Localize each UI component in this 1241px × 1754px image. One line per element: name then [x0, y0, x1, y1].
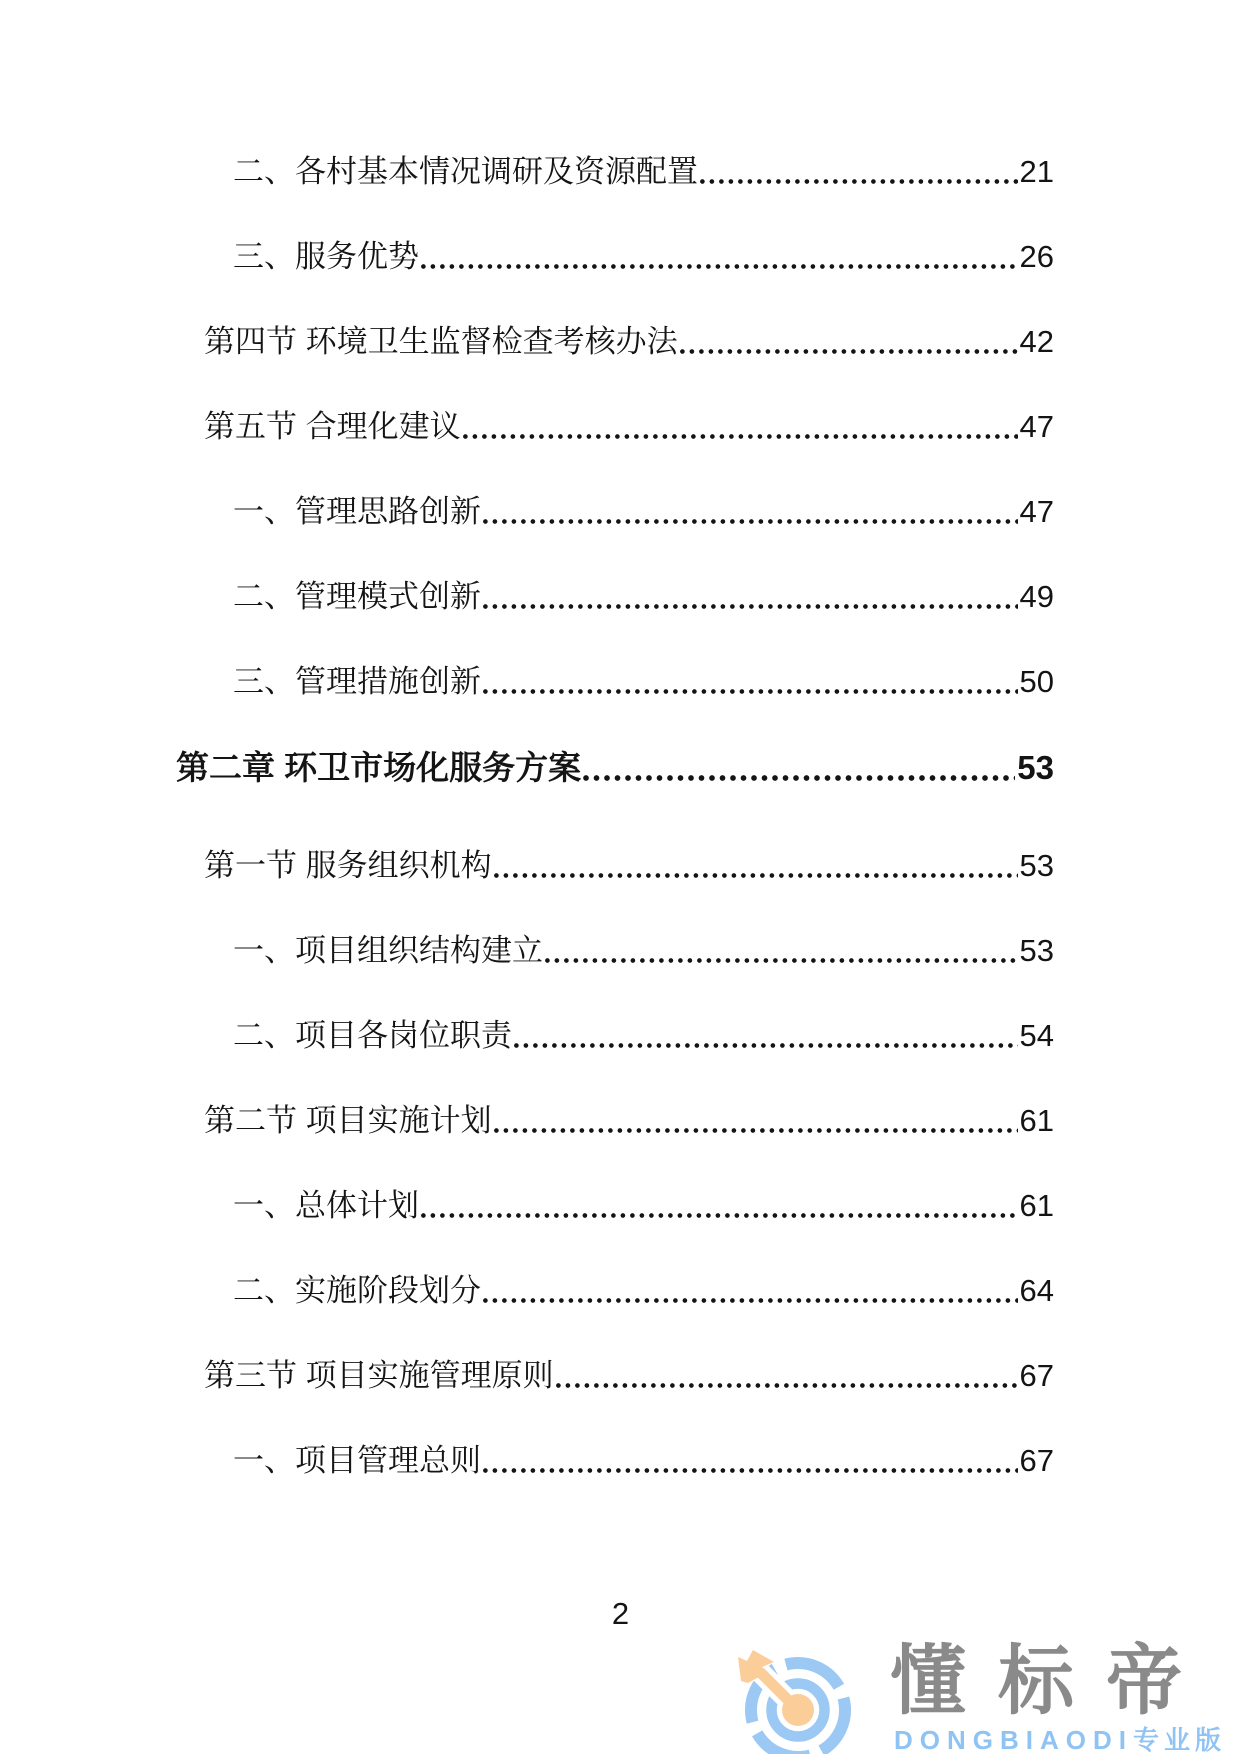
toc-entry[interactable] [176, 664, 1054, 700]
toc-entry[interactable] [176, 1273, 1054, 1309]
dot-leader [680, 349, 1018, 354]
toc-entry[interactable] [176, 1443, 1054, 1479]
toc-entry-page: 47 [1019, 409, 1054, 444]
toc-entry-title: 二、管理模式创新 [233, 579, 481, 614]
toc-entry-title: 第二节 项目实施计划 [204, 1103, 492, 1138]
toc-entry-page: 61 [1019, 1188, 1054, 1223]
toc-entry[interactable] [176, 1358, 1054, 1394]
toc-entry-page: 53 [1017, 749, 1054, 786]
toc-entry-title: 一、总体计划 [233, 1188, 419, 1223]
toc-entry-title: 二、实施阶段划分 [233, 1273, 481, 1308]
toc-entry-title: 第五节 合理化建议 [204, 409, 461, 444]
toc-entry[interactable] [176, 749, 1054, 787]
dot-leader [556, 1383, 1018, 1388]
dot-leader [514, 1043, 1018, 1048]
toc-entry-page: 67 [1019, 1443, 1054, 1478]
toc-entry-title: 一、项目管理总则 [233, 1443, 481, 1478]
toc-entry[interactable] [176, 1103, 1054, 1139]
toc-entry[interactable] [176, 409, 1054, 445]
toc-entry-page: 53 [1019, 933, 1054, 968]
toc-entry-page: 64 [1019, 1273, 1054, 1308]
dot-leader [483, 519, 1018, 524]
toc-entry-page: 49 [1019, 579, 1054, 614]
dot-leader [483, 1298, 1018, 1303]
brand-edition-label: 专业版 [1133, 1725, 1227, 1754]
toc-entry[interactable] [176, 1018, 1054, 1054]
target-dart-logo-icon [738, 1645, 858, 1754]
dot-leader [483, 1468, 1018, 1473]
toc-entry-page: 53 [1019, 848, 1054, 883]
toc-entry-page: 61 [1019, 1103, 1054, 1138]
toc-entry-title: 二、各村基本情况调研及资源配置 [233, 154, 698, 189]
dot-leader [421, 264, 1018, 269]
dot-leader [545, 958, 1018, 963]
toc-entry-page: 21 [1019, 154, 1054, 189]
brand-name-en: DONGBIAODI [894, 1725, 1133, 1754]
page-number: 2 [611, 1596, 630, 1631]
toc-entry[interactable] [176, 494, 1054, 530]
dot-leader [463, 434, 1018, 439]
toc-entry[interactable] [176, 848, 1054, 884]
toc-entry-title: 三、服务优势 [233, 239, 419, 274]
dot-leader [700, 179, 1018, 184]
toc-entry-title: 一、管理思路创新 [233, 494, 481, 529]
page-footer [0, 1596, 1241, 1632]
table-of-contents [176, 154, 1054, 1528]
toc-entry-title: 三、管理措施创新 [233, 664, 481, 699]
brand-watermark [738, 1630, 1238, 1754]
dot-leader [494, 873, 1018, 878]
toc-entry-title: 第一节 服务组织机构 [204, 848, 492, 883]
dot-leader [421, 1213, 1018, 1218]
toc-entry-title: 第三节 项目实施管理原则 [204, 1358, 554, 1393]
toc-entry[interactable] [176, 154, 1054, 190]
toc-entry[interactable] [176, 1188, 1054, 1224]
toc-entry-page: 42 [1019, 324, 1054, 359]
toc-entry-title: 二、项目各岗位职责 [233, 1018, 512, 1053]
dot-leader [494, 1128, 1018, 1133]
toc-entry[interactable] [176, 933, 1054, 969]
toc-entry-page: 26 [1019, 239, 1054, 274]
toc-entry[interactable] [176, 579, 1054, 615]
toc-entry-page: 50 [1019, 664, 1054, 699]
dot-leader [483, 689, 1018, 694]
brand-subline [894, 1726, 1226, 1754]
brand-name-cn: 懂标帝 [890, 1639, 1214, 1724]
toc-entry-title: 第四节 环境卫生监督检查考核办法 [204, 324, 678, 359]
toc-entry-page: 47 [1019, 494, 1054, 529]
dot-leader [583, 775, 1015, 781]
toc-entry[interactable] [176, 239, 1054, 275]
toc-entry-page: 67 [1019, 1358, 1054, 1393]
toc-entry[interactable] [176, 324, 1054, 360]
toc-entry-page: 54 [1019, 1018, 1054, 1053]
dot-leader [483, 604, 1018, 609]
toc-entry-title: 一、项目组织结构建立 [233, 933, 543, 968]
toc-entry-title: 第二章 环卫市场化服务方案 [176, 749, 582, 786]
